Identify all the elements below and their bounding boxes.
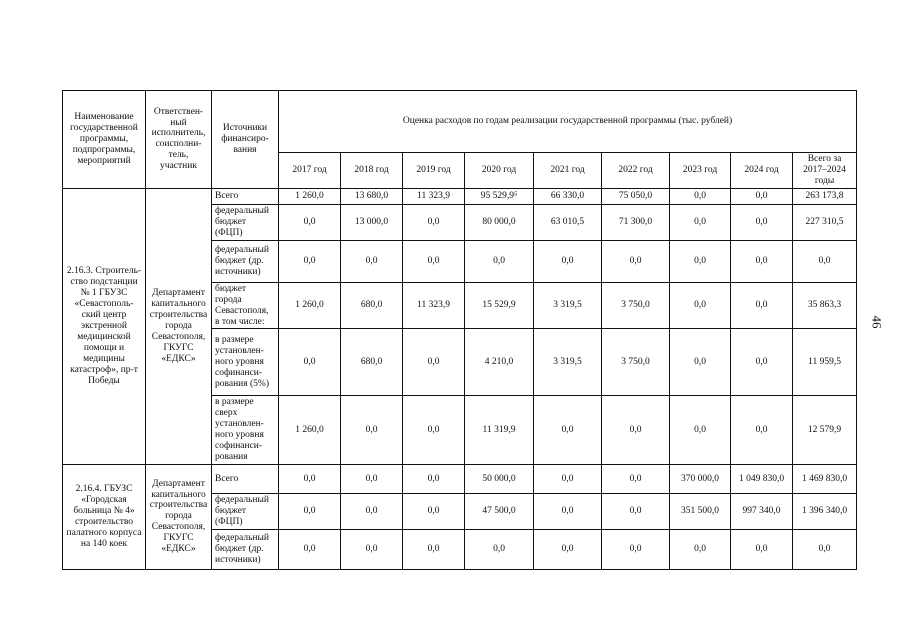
value-cell: 680,0 — [341, 329, 403, 396]
value-cell: 66 330,0 — [534, 188, 602, 204]
value-cell: 0,0 — [403, 396, 465, 465]
value-cell: 1 049 830,0 — [731, 464, 793, 493]
value-cell: 0,0 — [670, 240, 731, 282]
value-cell: 0,0 — [403, 204, 465, 240]
value-cell: 370 000,0 — [670, 464, 731, 493]
value-cell: 0,0 — [670, 282, 731, 329]
value-cell: 3 319,5 — [534, 282, 602, 329]
value-cell: 0,0 — [341, 464, 403, 493]
total-cell: 35 863,3 — [793, 282, 857, 329]
value-cell: 0,0 — [341, 240, 403, 282]
total-cell: 12 579,9 — [793, 396, 857, 465]
value-cell: 0,0 — [534, 396, 602, 465]
value-cell: 75 050,0 — [602, 188, 670, 204]
value-cell: 0,0 — [341, 493, 403, 529]
total-cell: 11 959,5 — [793, 329, 857, 396]
total-cell: 263 173,8 — [793, 188, 857, 204]
value-cell: 0,0 — [731, 329, 793, 396]
value-cell: 0,0 — [341, 396, 403, 465]
value-cell: 1 260,0 — [279, 396, 341, 465]
value-cell: 0,0 — [602, 529, 670, 569]
value-cell: 11 323,9 — [403, 282, 465, 329]
value-cell: 0,0 — [602, 240, 670, 282]
value-cell: 11 323,9 — [403, 188, 465, 204]
value-cell: 0,0 — [731, 188, 793, 204]
measure-name: 2.16.4. ГБУЗС «Городская больница № 4» строительство палатного корпуса на 140 коек — [63, 464, 146, 569]
year-header: 2021 год — [534, 153, 602, 189]
value-cell: 0,0 — [670, 529, 731, 569]
value-cell: 71 300,0 — [602, 204, 670, 240]
header-executor: Ответствен-ный исполнитель, соисполни-тель, участник — [146, 91, 212, 189]
total-cell: 227 310,5 — [793, 204, 857, 240]
value-cell: 15 529,9 — [465, 282, 534, 329]
value-cell: 0,0 — [534, 464, 602, 493]
funding-source: бюджет города Севастополя, в том числе: — [212, 282, 279, 329]
year-header: 2018 год — [341, 153, 403, 189]
value-cell: 47 500,0 — [465, 493, 534, 529]
budget-table — [62, 90, 857, 570]
funding-source: в размере сверх установлен-ного уровня софинанси-рования — [212, 396, 279, 465]
page-number: 46 — [869, 315, 885, 329]
value-cell: 0,0 — [465, 529, 534, 569]
year-header: 2017 год — [279, 153, 341, 189]
value-cell: 0,0 — [670, 204, 731, 240]
executor: Департамент капитального строительства города Севастополя, ГКУГС «ЕДКС» — [146, 188, 212, 464]
value-cell: 680,0 — [341, 282, 403, 329]
value-cell: 0,0 — [670, 396, 731, 465]
funding-source: федеральный бюджет (др. источники) — [212, 529, 279, 569]
header-estimate: Оценка расходов по годам реализации государственной программы (тыс. рублей) — [279, 91, 857, 153]
value-cell: 1 260,0 — [279, 188, 341, 204]
value-cell: 13 680,0 — [341, 188, 403, 204]
table-row — [63, 188, 857, 204]
funding-source: федеральный бюджет (ФЦП) — [212, 493, 279, 529]
value-cell: 0,0 — [279, 529, 341, 569]
year-header: 2023 год — [670, 153, 731, 189]
value-cell: 0,0 — [534, 493, 602, 529]
header-source: Источники финансиро-вания — [212, 91, 279, 189]
value-cell: 0,0 — [731, 282, 793, 329]
year-header: 2024 год — [731, 153, 793, 189]
value-cell: 0,0 — [279, 204, 341, 240]
value-cell: 11 319,9 — [465, 396, 534, 465]
funding-source: в размере установлен-ного уровня софинанси-рования (5%) — [212, 329, 279, 396]
header-name: Наименование государственной программы, подпрограммы, мероприятий — [63, 91, 146, 189]
value-cell: 95 529,9⁵ — [465, 188, 534, 204]
funding-source: федеральный бюджет (др. источники) — [212, 240, 279, 282]
table-row — [63, 464, 857, 493]
value-cell: 0,0 — [465, 240, 534, 282]
value-cell: 4 210,0 — [465, 329, 534, 396]
value-cell: 3 319,5 — [534, 329, 602, 396]
total-cell: 1 396 340,0 — [793, 493, 857, 529]
value-cell: 1 260,0 — [279, 282, 341, 329]
total-cell: 1 469 830,0 — [793, 464, 857, 493]
total-cell: 0,0 — [793, 240, 857, 282]
value-cell: 0,0 — [403, 464, 465, 493]
year-header: 2019 год — [403, 153, 465, 189]
value-cell: 0,0 — [602, 493, 670, 529]
year-header: 2022 год — [602, 153, 670, 189]
value-cell: 0,0 — [534, 240, 602, 282]
value-cell: 0,0 — [403, 329, 465, 396]
value-cell: 0,0 — [731, 204, 793, 240]
value-cell: 0,0 — [279, 329, 341, 396]
funding-source: Всего — [212, 464, 279, 493]
value-cell: 63 010,5 — [534, 204, 602, 240]
value-cell: 0,0 — [403, 493, 465, 529]
value-cell: 3 750,0 — [602, 282, 670, 329]
executor: Департамент капитального строительства города Севастополя, ГКУГС «ЕДКС» — [146, 464, 212, 569]
value-cell: 0,0 — [534, 529, 602, 569]
value-cell: 0,0 — [731, 240, 793, 282]
value-cell: 0,0 — [403, 240, 465, 282]
value-cell: 50 000,0 — [465, 464, 534, 493]
total-header: Всего за 2017–2024 годы — [793, 153, 857, 189]
funding-source: федеральный бюджет (ФЦП) — [212, 204, 279, 240]
value-cell: 0,0 — [731, 396, 793, 465]
value-cell: 0,0 — [731, 529, 793, 569]
value-cell: 0,0 — [403, 529, 465, 569]
value-cell: 0,0 — [341, 529, 403, 569]
value-cell: 13 000,0 — [341, 204, 403, 240]
value-cell: 0,0 — [602, 464, 670, 493]
value-cell: 351 500,0 — [670, 493, 731, 529]
value-cell: 0,0 — [602, 396, 670, 465]
value-cell: 997 340,0 — [731, 493, 793, 529]
measure-name: 2.16.3. Строитель-ство подстанции № 1 ГБУЗС «Севастополь-ский центр экстренной медицинской помощи и медицины катастроф», пр-т Победы — [63, 188, 146, 464]
value-cell: 0,0 — [670, 329, 731, 396]
value-cell: 80 000,0 — [465, 204, 534, 240]
funding-source: Всего — [212, 188, 279, 204]
table-body — [63, 188, 857, 569]
year-header: 2020 год — [465, 153, 534, 189]
value-cell: 0,0 — [279, 240, 341, 282]
value-cell: 0,0 — [279, 464, 341, 493]
value-cell: 3 750,0 — [602, 329, 670, 396]
value-cell: 0,0 — [670, 188, 731, 204]
total-cell: 0,0 — [793, 529, 857, 569]
value-cell: 0,0 — [279, 493, 341, 529]
